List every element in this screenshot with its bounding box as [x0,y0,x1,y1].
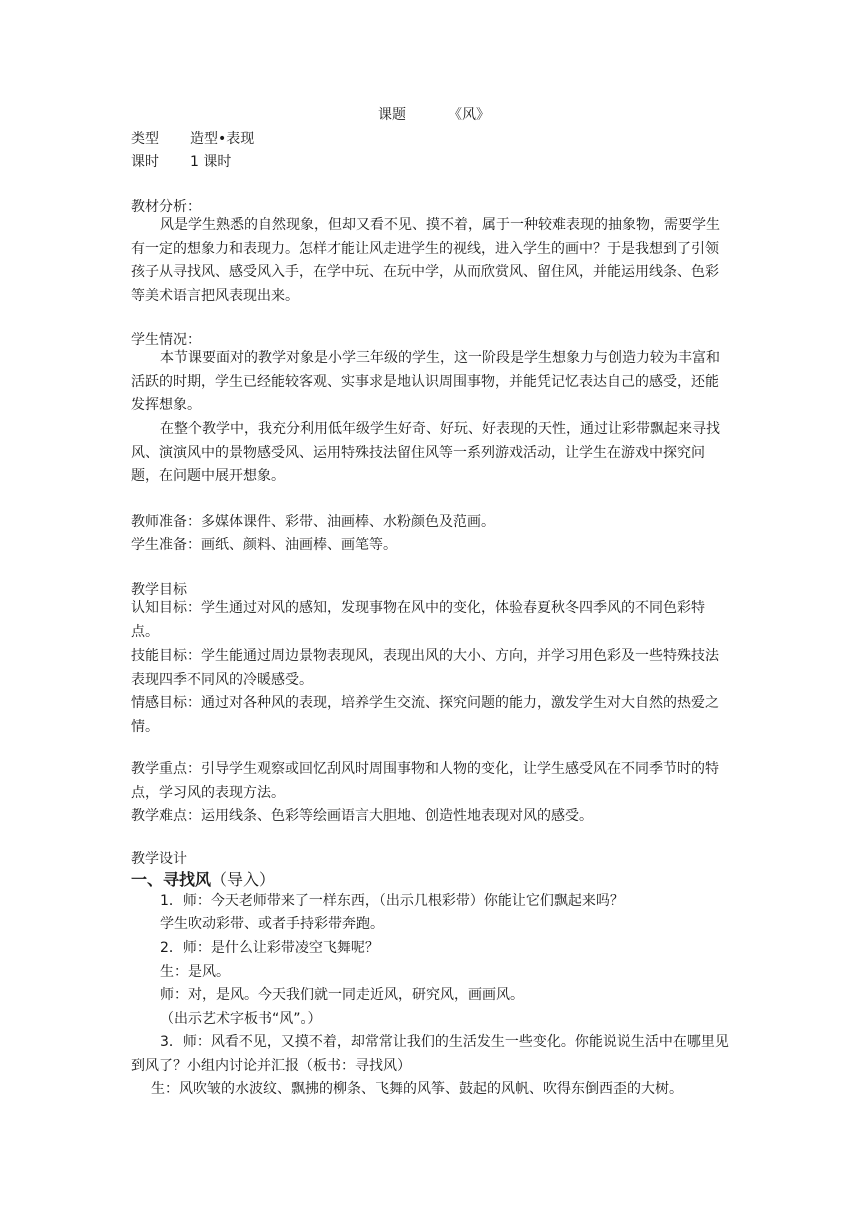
design-line-1: 1．师：今天老师带来了一样东西，（出示几根彩带）你能让它们飘起来吗？ [160,893,624,909]
part1-heading [131,870,275,890]
hours-value: 1 课时 [190,154,232,170]
type-label: 类型 [131,131,159,147]
goal-emotion: 情感目标：通过对各种风的表现，培养学生交流、探究问题的能力，激发学生对大自然的热爱之情。 [131,695,719,735]
design-line-2: 学生吹动彩带、或者手持彩带奔跑。 [160,916,384,932]
design-line-6: （出示艺术字板书“风”。） [160,1011,322,1027]
material-text: 风是学生熟悉的自然现象，但却又看不见、摸不着，属于一种较难表现的抽象物，需要学生有一定的想象力和表现力。怎样才能让风走进学生的视线，进入学生的画中？于是我想到了引领孩子从寻找风、感受风入手，在学中玩、在玩中学，从而欣赏风、留住风，并能运用线条、色彩等美术语言把风表现出来。 [131,217,720,305]
part1-title: 一、寻找风 [131,870,212,889]
design-line-7: 3．师：风看不见，又摸不着，却常常让我们的生活发生一些变化。你能说说生活中在哪里见到风了？小组内讨论并汇报（板书：寻找风） [131,1034,729,1074]
hours-label: 课时 [131,154,159,170]
design-line-4: 生：是风。 [160,964,230,980]
students-paragraph-1: 本节课要面对的教学对象是小学三年级的学生，这一阶段是学生想象力与创造力较为丰富和活跃的时期，学生已经能较客观、实事求是地认识周围事物，并能凭记忆表达自己的感受，还能发挥想象。 [131,350,720,414]
title-label: 课题 [378,107,406,123]
goal-skill: 技能目标：学生能通过周边景物表现风，表现出风的大小、方向，并学习用色彩及一些特殊技法表现四季不同风的冷暖感受。 [131,648,719,688]
design-heading: 教学设计 [131,851,187,867]
type-value: 造型•表现 [190,131,255,147]
student-prep: 学生准备：画纸、颜料、油画棒、画笔等。 [131,537,397,553]
title-value: 《风》 [448,107,490,123]
lesson-title [378,107,490,123]
material-heading: 教材分析： [131,199,201,215]
key-point: 教学重点：引导学生观察或回忆刮风时周围事物和人物的变化，让学生感受风在不同季节时的特点，学习风的表现方法。 [131,761,719,801]
goal-cognitive: 认知目标：学生通过对风的感知，发现事物在风中的变化，体验春夏秋冬四季风的不同色彩特点。 [131,600,705,640]
design-line-8: 生：风吹皱的水波纹、飘拂的柳条、飞舞的风筝、鼓起的风帆、吹得东倒西歪的大树。 [151,1081,683,1097]
part1-subtitle: （导入） [211,870,276,889]
goals-heading: 教学目标 [131,582,187,598]
students-paragraph-2: 在整个教学中，我充分利用低年级学生好奇、好玩、好表现的天性，通过让彩带飘起来寻找风、演演风中的景物感受风、运用特殊技法留住风等一系列游戏活动，让学生在游戏中探究问题，在问题中展开想象。 [131,421,720,485]
students-heading: 学生情况： [131,332,201,348]
teacher-prep: 教师准备：多媒体课件、彩带、油画棒、水粉颜色及范画。 [131,514,495,530]
difficult-point: 教学难点：运用线条、色彩等绘画语言大胆地、创造性地表现对风的感受。 [131,808,593,824]
design-line-3: 2．师：是什么让彩带凌空飞舞呢？ [160,940,379,956]
design-line-5: 师：对，是风。今天我们就一同走近风，研究风，画画风。 [160,987,524,1003]
